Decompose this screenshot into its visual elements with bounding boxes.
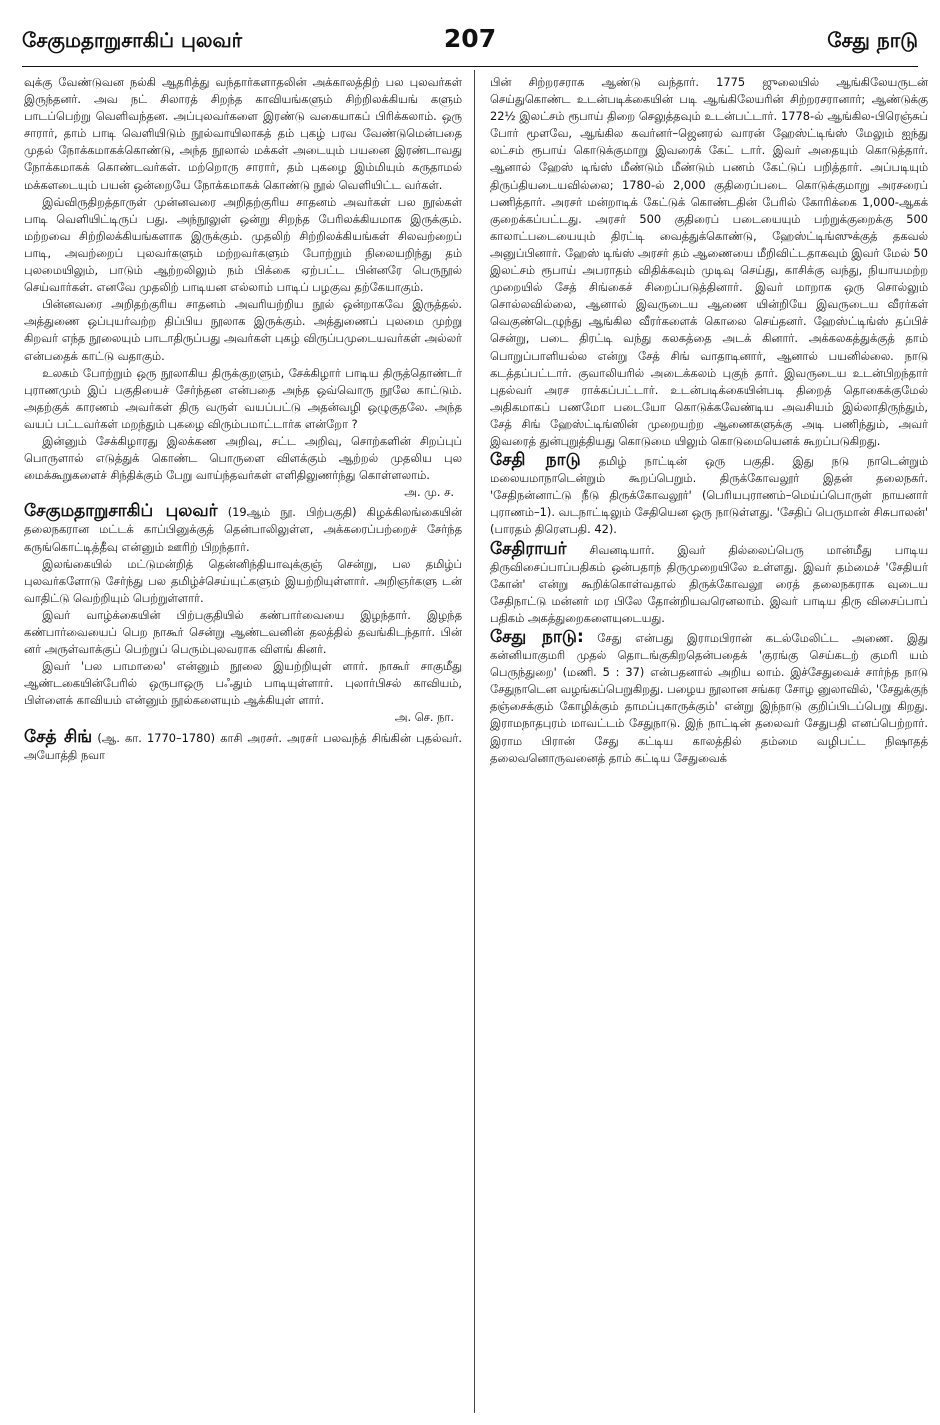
entry-sethi-naadu — [490, 452, 928, 538]
column-divider — [474, 70, 475, 1413]
entry-chet-singh — [24, 726, 462, 764]
entry-text: தமிழ் நாட்டின் ஒரு பகுதி. இது நடு நாடென்றும் மலையமாநாடென்றும் கூறப்பெறும். திருக்கோவலூர் இதன் தலைநகர். 'சேதிநன்னாட்டு நீடு திருக்கோவலூர்' (பெரியபுராணம்–மெய்ப்பொருள் நாயனார் புராணம்–1). வடநாட்டிலும் சேதியென ஒரு நாடுள்ளது. 'சேதிப் பெருமான் சிசுபாலன்' (பாரதம் திரௌபதி. 42). — [490, 454, 928, 537]
right-column — [490, 74, 928, 1409]
entry-headword: சேதிராயர் — [490, 538, 567, 559]
entry-text: சிவனடியார். இவர் தில்லைப்பெரு மான்மீது பாடிய திருவிசைப்பாப்பதிகம் ஒன்பதாந் திருமுறையிலே உள்ளது. இவர் தம்மைச் 'சேதியர் கோன்' என்று கூறிக்கொள்வதால் திருக்கோவலூ ரைத் தலைநகராக வுடைய சேதிநாட்டு மன்னர் மர பிலே தோன்றியவரெனலாம். இவர் பாடிய திரு விசைப்பாப் பதிகம் அகத்துறைகளையுடையது. — [490, 542, 928, 625]
entry-text: (ஆ. கா. 1770–1780) காசி அரசர். அரசர் பலவந்த் சிங்கின் புதல்வர். அயோத்தி நவா — [24, 730, 462, 762]
entry-text: (19ஆம் நூ. பிற்பகுதி) கிழக்கிலங்கையின் தலைநகரான மட்டக் காப்பினுக்குத் தென்பாலிலுள்ள, அக்கரைப்பற்றைச் சேர்ந்த கருங்கொட்டித்தீவு என்னும் ஊரிற் பிறந்தார். — [24, 505, 462, 554]
page-header — [22, 24, 918, 64]
page-number: 207 — [443, 24, 497, 53]
paragraph: இவ்விருதிறத்தாருள் முன்னவரை அறிதற்குரிய சாதனம் அவர்கள் பல நூல்கள் பாடி வெளியிட்டிருப் பது. அந்நூலுள் ஒன்று சிறந்த பேரிலக்கியமாக இருக்கும். மற்றவை சிற்றிலக்கியங்களாக இருக்கும். முதலிற் சிற்றிலக்கியங்கள் சிலவற்றைப் பாடி, அவற்றைப் புலவர்களும் மற்றவர்களும் போற்றும் நிலையறிந்து தம் புலமையிலும், பாடும் ஆற்றலிலும் நம் பிக்கை ஏற்பட்ட பின்னரே பெருநூல் செய்வார்கள். எனவே முதலிற் பாடியன எல்லாம் பாடிப் பழகுவ தற்கேயாகும். — [24, 194, 462, 295]
author-signature: அ. மு. ச. — [404, 485, 454, 500]
paragraph: இன்னும் சேக்கிழாரது இலக்கண அறிவு, சட்ட அறிவு, சொற்களின் சிறப்புப் பொருளால் எடுத்துக் கொண்ட பொருளை விளக்கும் ஆற்றல் முதலிய புல மைக்கூறுகளைச் சிந்திக்கும் பேறு வாய்ந்தவர்கள் எளிதிலுணர்ந்து கொள்ளலாம். — [24, 433, 462, 483]
paragraph: இவர் 'பல பாமாலை' என்னும் நூலை இயற்றியுள் ளார். நாகூர் சாகுமீது ஆண்டகையின்பேரில் ஒருபாஒரு பஃதும் பாடியுள்ளார். புலார்பிசல் காவியம், பிள்ளைக் காவியம் என்னும் நூல்களையும் ஆக்கியுள் ளார். — [24, 659, 462, 708]
entry-headword: சேத் சிங் — [24, 726, 93, 747]
paragraph: இலங்கையில் மட்டுமன்றித் தென்னிந்தியாவுக்குஞ் சென்று, பல தமிழ்ப் புலவர்களோடு சேர்ந்து பல தமிழ்ச்செய்யுட்களும் இயற்றியுள்ளார். அறிஞர்களு டன் வாதிட்டு வெற்றியும் பெற்றுள்ளார். — [24, 556, 462, 605]
paragraph: இவர் வாழ்க்கையின் பிற்பகுதியில் கண்பார்வையை இழந்தார். இழந்த கண்பார்வையைப் பெற நாகூர் சென்று ஆண்டவனின் தலத்தில் தவங்கிடந்தார். பின் னர் அருள்வாக்குப் பெற்றுப் பெரும்புலவராக விளங் கினர். — [24, 607, 462, 657]
left-column — [24, 74, 462, 1409]
entry-sekumathaaru-saakip-pulavar — [24, 503, 462, 555]
paragraph: உலகம் போற்றும் ஒரு நூலாகிய திருக்குறளும், சேக்கிழார் பாடிய திருத்தொண்டர் புராணமும் இப் பகுதியைச் சேர்ந்தன என்பதை அந்த ஒவ்வொரு நூலே காட்டும். அதற்குக் காரணம் அவர்கள் திரு வருள் வயப்பட்டு அதன்வழி ஒழுகுதலே. அந்த வயப் பட்டவர்கள் மறந்தும் புகழை விரும்பமாட்டார்க ளன்றோ ? — [24, 365, 462, 431]
paragraph: வுக்கு வேண்டுவன நல்கி ஆதரித்து வந்தார்களாதலின் அக்காலத்திற் பல புலவர்கள் இருந்தனர். அவ நட் சிலாரத் சிறந்த காவியங்களும் சிற்றிலக்கியங் களும் பாடப்பெற்று வெளிவந்தன. அப்புலவர்களை இரண்டு வகையாகப் பிரிக்கலாம். ஒரு சாரார், தாம் பாடி வெளியிடும் நூல்வாயிலாகத் தம் புகழ் பரவ வேண்டுமென்பதை முதல் நோக்கமாகக்கொண்டு, அந்த நூலால் மக்கள் அடையும் பயனை இரண்டாவது நோக்கமாகக் கொண்டவர்கள். மற்றொரு சாரார், தம் புகழை இம்மியும் கருதாமல் மக்களடையும் பயன் ஒன்றையே நோக்கமாகக் கொண்டு நூல் வெளியிட்ட வர்கள். — [24, 75, 462, 192]
entry-text: சேது என்பது இராமபிரான் கடல்மேலிட்ட அணை. இது கன்னியாகுமரி முதல் தொடங்குகிறதென்பதைக் 'குரங்கு செய்கடற் குமரி யம் பெருந்துறை' (மணி. 5 : 37) என்பதனால் அறிய லாம். இச்சேதுவைச் சார்ந்த நாடு சேதுநாடென வழங்கப்பெறுகிறது. பழைய நூலான சங்கர சோழ னுலாவில், 'சேதுக்குந் தஞ்சைக்கும் கோழிக்கும் தாமப்புகாருக்கும்' என்று இந்நாடு குறிப்பிடப்பெறு கிறது. இராமநாதபுரம் மாவட்டம் சேதுநாடு. இந் நாட்டின் தலைவர் சேதுபதி எனப்பெற்றார். இராம பிரான் சேது கட்டிய காலத்தில் தம்மை வழிபட்ட நிஷாதத் தலைவனொருவனைத் தாம் கட்டிய சேதுவைக் — [490, 631, 928, 765]
entry-headword: சேது நாடு: — [490, 627, 584, 647]
entry-headword: சேதி நாடு — [490, 450, 581, 471]
author-signature: அ. செ. நா. — [394, 710, 454, 725]
header-rule — [22, 66, 918, 67]
header-right-guideword: சேது நாடு — [827, 28, 918, 52]
entry-headword: சேகுமதாறுசாகிப் புலவர் — [24, 501, 218, 522]
paragraph: பின் சிற்றரசராக ஆண்டு வந்தார். 1775 ஜுலையில் ஆங்கிலேயருடன் செய்துகொண்ட உடன்படிக்கையின் படி ஆங்கிலேயரின் சிற்றரசரானார்; ஆண்டுக்கு 22½ இலட்சம் ரூபாய் திறை செலுத்தவும் உடன்பட்டார். 1778-ல் ஆங்கில-பிரெஞ்சுப் போர் மூளவே, ஆங்கில கவர்னர்–ஜெனரல் வாரன் ஹேஸ்ட்டிங்ஸ் மேலும் ஐந்து லட்சம் ரூபாய் கொடுக்குமாறு இவரைக் கேட் டார். இவர் அதையும் கொடுத்தார். ஆனால் ஹேஸ் டிங்ஸ் மீண்டும் மீண்டும் பணம் கேட்டுப் பறித்தார். அப்படியும் திருப்தியடையவில்லை; 1780-ல் 2,000 குதிரைப்படை கொடுக்குமாறு அரசரைப் பணித்தார். அரசர் மன்றாடிக் கேட்டுக் கொண்டதின் பேரில் கோரிக்கை 1,000-ஆகக் குறைக்கப்பட்டது. அரசர் 500 குதிரைப் படையையும் பற்றுக்குறைக்கு 500 காலாட்படையையும் திரட்டி வைத்துக்கொண்டு, ஹேஸ்ட்டிங்ஸுக்குத் தகவல் அனுப்பினார். ஹேஸ் டிங்ஸ் அரசர் தம் ஆணையை மீறிவிட்டதாகவும் இவர் மேல் 50 இலட்சம் ரூபாய் அபராதம் விதிக்கவும் முடிவு செய்து, காசிக்கு வந்து, நியாயமற்ற முறையில் சேத் சிங்கைச் சிறைப்படுத்தினார். இவர் மாறாக ஒரு சொல்லும் சொல்லவில்லை, ஆனால் இவருடைய ஆணை யின்றியே இவருடைய வீரர்கள் வெகுண்டெழுந்து ஆங்கில வீரர்களைக் கொலை செய்தனர். ஹேஸ்ட்டிங்ஸ் தப்பிச் சென்று, படை திரட்டி வந்து கலகத்தை அடக் கினார். அக்கலகத்துக்குத் தாம் பொறுப்பாளியல்ல என்று சேத் சிங் வாதாடினார், ஆனால் பயனில்லை. நாடு கடத்தப்பட்டார். குவாலியரில் அடைக்கலம் புகுந் தார். இவருடைய உடன்பிறந்தார் புதல்வர் அரச ராக்கப்பட்டார். உடன்படிக்கையின்படி திறைத் தொகைக்குமேல் அதிகமாகப் பணமோ படையோ கொடுக்கவேண்டிய அவசியம் இல்லாதிருந்தும், சேத் சிங் ஹேஸ்ட்டிங்ஸின் முறையற்ற ஆணைகளுக்கு அடி பணிந்தும், அவர் இவரைத் துன்புறுத்தியது கொடுமை யிலும் கொடுமையெனக் கூறப்படுகிறது. — [490, 75, 928, 448]
header-left-guideword: சேகுமதாறுசாகிப் புலவர் — [22, 28, 243, 52]
entry-sethiraayar — [490, 538, 928, 627]
paragraph: பின்னவரை அறிதற்குரிய சாதனம் அவரியற்றிய நூல் ஒன்றாகவே இருத்தல். அத்துணை ஒப்புயர்வற்ற திப்பிய நூலாக இருக்கும். அத்துணைப் புலமை முற்று கிறவர் எந்த நூலையும் பாடாதிருப்பது அவர்கள் புகழ் விருப்பமுடையவர்கள் அல்லர் என்பதைக் காட்டு வதாகும். — [24, 297, 462, 363]
entry-sethu-naadu — [490, 629, 928, 767]
